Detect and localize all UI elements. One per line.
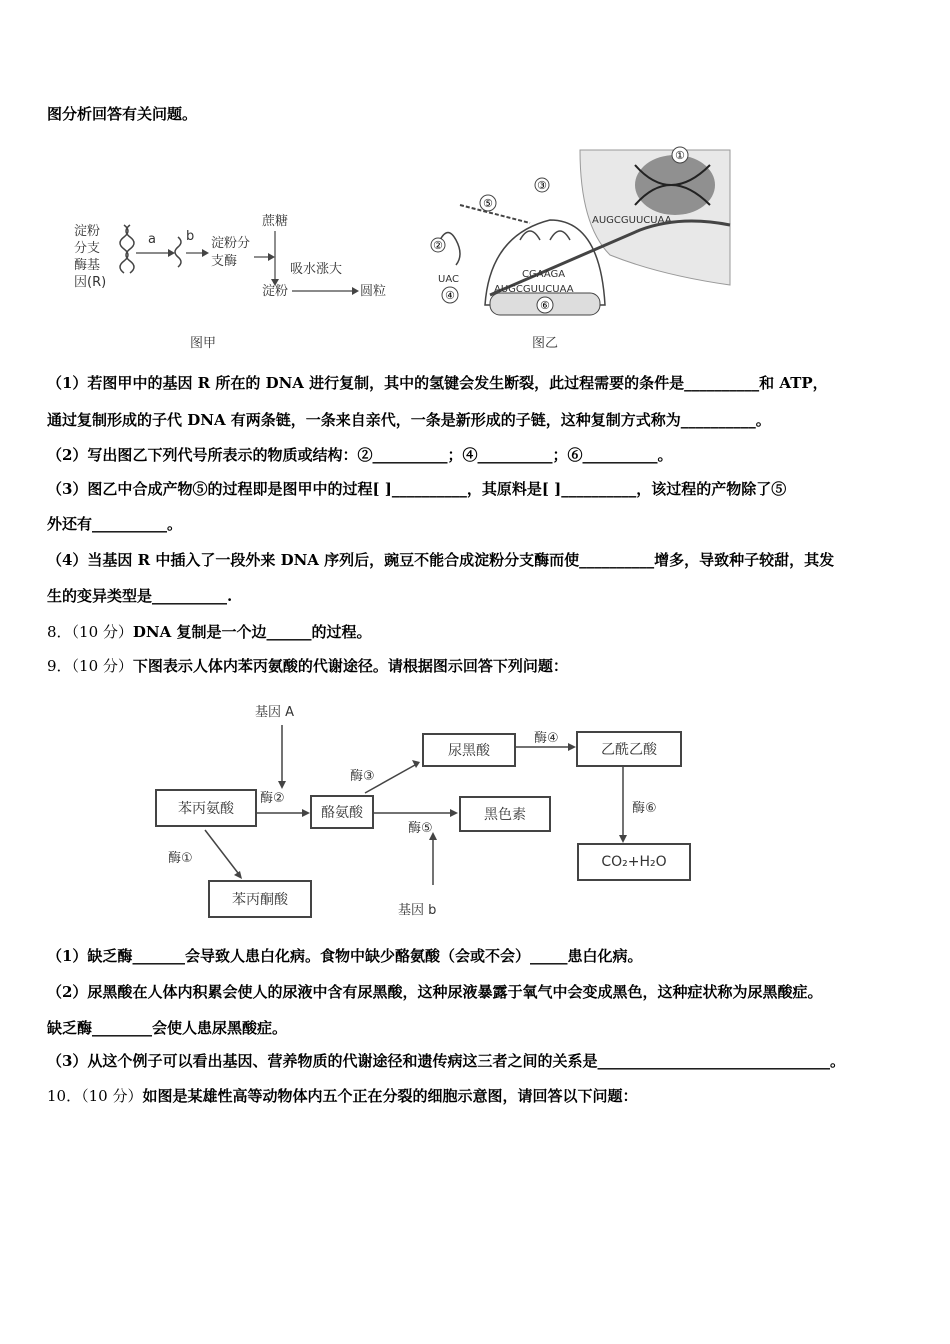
q10-text: 如图是某雄性高等动物体内五个正在分裂的细胞示意图，请回答以下问题：	[142, 1087, 638, 1105]
arrow-a-label: a	[148, 232, 156, 247]
phenylalanine-box: 苯丙氨酸	[155, 789, 257, 827]
enzyme-arrow-head	[268, 253, 275, 261]
starch-arrow-head	[352, 287, 359, 295]
marker-3: ③	[537, 179, 547, 192]
figure-jia-diagram	[70, 205, 400, 355]
q7-part1-line2: 通过复制形成的子代 DNA 有两条链，一条来自亲代，一条是新形成的子链，这种复制方式称为__________。	[47, 411, 771, 429]
melanin-box: 黑色素	[459, 796, 551, 832]
trna-center	[520, 231, 570, 240]
mrna-strand	[175, 237, 181, 267]
starch-label: 淀粉	[262, 284, 289, 299]
gene-label-1: 淀粉	[74, 224, 101, 239]
q7-part2: （2）写出图乙下列代号所表示的物质或结构：②__________；④__________；⑥__________。	[47, 446, 673, 464]
q7-part3-line1: （3）图乙中合成产物⑤的过程即是图甲中的过程[ ]__________，其原料是[ ]__________，该过程的产物除了⑤	[47, 480, 787, 498]
enzyme-label-1: 淀粉分	[211, 236, 251, 251]
q8	[47, 621, 372, 642]
enzyme-4-label: 酶④	[534, 731, 559, 746]
gene-b-label: 基因 b	[398, 903, 437, 918]
enzyme-2-label: 酶②	[260, 791, 285, 806]
arrow-b-label: b	[186, 229, 195, 244]
enzyme-6-label: 酶⑥	[632, 801, 657, 816]
marker-2: ②	[433, 239, 443, 252]
caption-jia: 图甲	[190, 336, 217, 351]
anticodon-2: CGAAGA	[522, 269, 566, 280]
enzyme-3-label: 酶③	[350, 769, 375, 784]
pathway-figure	[150, 695, 710, 925]
phenylpyruvic-acid-box: 苯丙酮酸	[208, 880, 312, 918]
q9-part3: （3）从这个例子可以看出基因、营养物质的代谢途径和遗传病这三者之间的关系是_______________________________。	[47, 1052, 845, 1070]
q7-part1-line1: （1）若图甲中的基因 R 所在的 DNA 进行复制，其中的氢键会发生断裂，此过程需要的条件是__________和 ATP，	[47, 374, 828, 392]
q9-text: 下图表示人体内苯丙氨酸的代谢途径。请根据图示回答下列问题：	[132, 657, 568, 675]
q10	[47, 1085, 637, 1106]
co2-h2o-box: CO₂+H₂O	[577, 843, 691, 881]
tyrosine-box: 酪氨酸	[310, 795, 374, 829]
q9-number: 9．（10 分）	[47, 657, 133, 675]
figure-yi	[430, 145, 740, 355]
gene-a-label: 基因 A	[255, 705, 295, 720]
q8-number: 8．（10 分）	[47, 623, 133, 641]
gene-label-2: 分支	[74, 241, 101, 256]
enzyme-1-label: 酶①	[168, 851, 193, 866]
acetoacetic-acid-box: 乙酰乙酸	[576, 731, 682, 767]
anticodon-1: UAC	[438, 274, 459, 285]
figure-jia	[70, 205, 400, 355]
q9	[47, 655, 568, 676]
swell-label: 吸水涨大	[290, 262, 343, 277]
marker-1: ①	[675, 149, 685, 162]
q9-part2-line1: （2）尿黑酸在人体内积累会使人的尿液中含有尿黑酸，这种尿液暴露于氧气中会变成黑色，这种症状称为尿黑酸症。	[47, 983, 823, 1001]
figure-yi-diagram	[430, 145, 740, 355]
q9-part2-line2: 缺乏酶________会使人患尿黑酸症。	[47, 1019, 288, 1037]
gene-label-4: 因(R)	[74, 275, 107, 290]
enzyme-5-label: 酶⑤	[408, 821, 433, 836]
marker-6: ⑥	[540, 299, 550, 312]
q9-part1: （1）缺乏酶_______会导致人患白化病。食物中缺少酪氨酸（会或不会）_____患白化病。	[47, 947, 643, 965]
enzyme-label-2: 支酶	[211, 254, 238, 269]
arrow-b-head	[202, 249, 209, 257]
marker-5: ⑤	[483, 197, 493, 210]
q7-part4-line2: 生的变异类型是__________.	[47, 587, 233, 605]
seq-bottom: AUGCGUUCUAA	[494, 284, 574, 295]
caption-yi: 图乙	[532, 336, 559, 351]
q7-part3-line2: 外还有__________。	[47, 515, 183, 533]
sucrose-label: 蔗糖	[262, 214, 289, 229]
q8-text: DNA 复制是一个边______的过程。	[132, 623, 372, 641]
q7-part4-line1: （4）当基因 R 中插入了一段外来 DNA 序列后，豌豆不能合成淀粉分支酶而使__________增多，导致种子较甜，其发	[47, 551, 835, 569]
marker-4: ④	[445, 289, 455, 302]
seq-top: AUGCGUUCUAA	[592, 215, 672, 226]
arrow-a-head	[168, 249, 175, 257]
gene-label-3: 酶基	[74, 258, 101, 273]
q10-number: 10．（10 分）	[47, 1087, 143, 1105]
round-label: 圆粒	[360, 284, 387, 299]
intro-text: 图分析回答有关问题。	[47, 105, 198, 123]
homogentisic-acid-box: 尿黑酸	[422, 733, 516, 767]
